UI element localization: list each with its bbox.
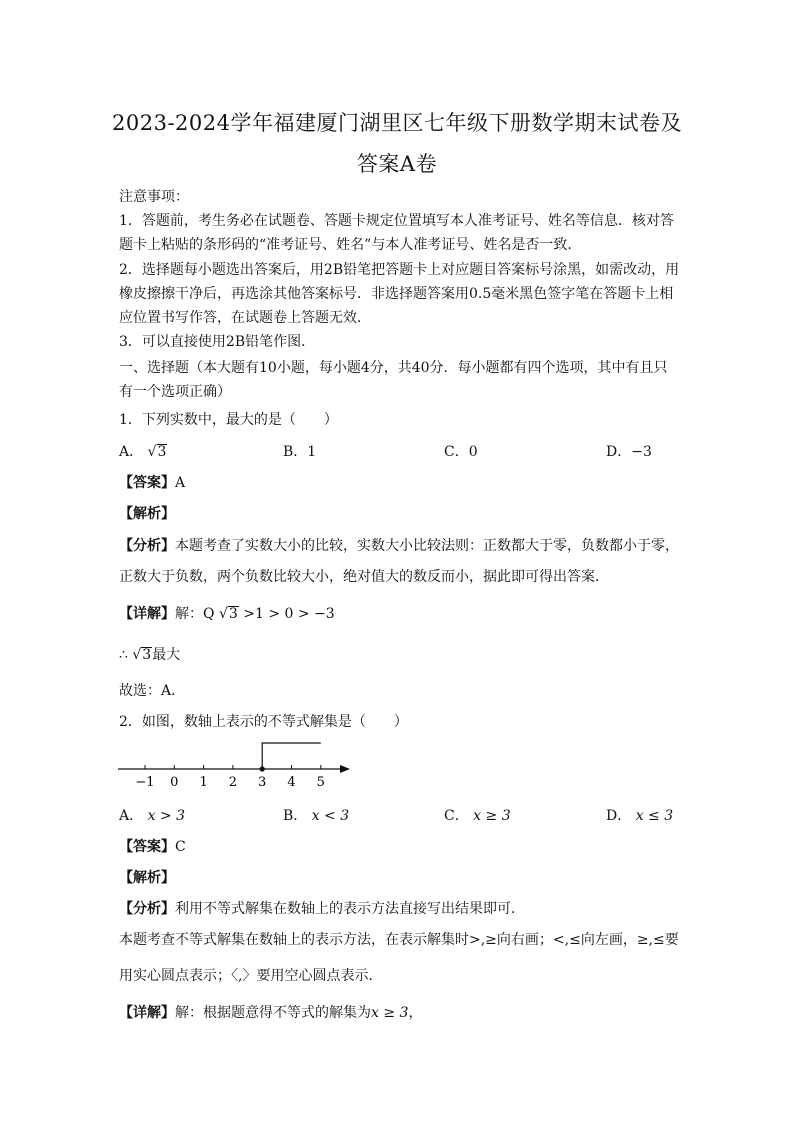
q1-option-a-radicand: 3 <box>157 444 167 460</box>
notice-line-4: 橡皮擦擦干净后，再选涂其他答案标号．非选择题答案用0.5毫米黑色签字笔在答题卡上相 <box>119 286 674 302</box>
radical-sign: √ <box>218 606 228 622</box>
axis-tick-label: 0 <box>170 775 179 790</box>
q2-option-b-label: B． <box>283 808 308 824</box>
q1-conclusion <box>119 644 180 664</box>
notice-line-1: 1．答题前，考生务必在试题卷、答题卡规定位置填写本人准考证号、姓名等信息．核对答 <box>119 213 674 229</box>
q1-detail-radicand: 3 <box>228 606 238 622</box>
q2-option-a-math: x > 3 <box>147 808 186 824</box>
q2-analysis-heading: 【解析】 <box>119 870 175 886</box>
axis-tick-labels <box>135 775 325 790</box>
axis-arrow-icon <box>340 765 350 773</box>
q2-answer-value: C <box>175 839 186 855</box>
q1-option-c: C．0 <box>444 444 478 460</box>
q1-option-d: D．−3 <box>606 444 652 460</box>
page-title-line2: 答案A卷 <box>356 152 438 176</box>
notice-line-6: 3．可以直接使用2B铅笔作图． <box>119 334 316 350</box>
q2-option-b <box>283 805 349 825</box>
axis-tick-label: 5 <box>316 775 325 790</box>
radical-sign: √ <box>132 647 142 663</box>
q2-stem: 2．如图，数轴上表示的不等式解集是（ ） <box>119 714 408 730</box>
axis-tick-label: 4 <box>287 775 296 790</box>
q2-detail-post: ， <box>408 1005 423 1021</box>
q2-detail-math: x ≥ 3 <box>371 1005 409 1021</box>
q1-answer-value: A <box>175 475 186 491</box>
q1-fenxi-text-1: 本题考查了实数大小的比较，实数大小比较法则：正数都大于零，负数都小于零， <box>175 538 679 554</box>
q1-stem: 1．下列实数中，最大的是（ ） <box>119 412 338 428</box>
q2-option-a <box>119 805 185 825</box>
solution-point-dot <box>260 766 265 771</box>
axis-tick-label: 3 <box>258 775 267 790</box>
q2-fenxi-tag: 【分析】 <box>119 901 175 917</box>
q1-conclusion-post: 最大 <box>152 647 181 663</box>
q1-detail-post: >1 > 0 > −3 <box>238 606 335 622</box>
q2-fenxi-text: 利用不等式解集在数轴上的表示方法直接写出结果即可． <box>175 901 525 917</box>
q1-fenxi-tag: 【分析】 <box>119 538 175 554</box>
q2-detail <box>119 1002 422 1022</box>
q1-conclusion-pre: ∴ <box>119 647 133 663</box>
q2-detail-pre: 解：根据题意得不等式的解集为 <box>175 1005 371 1021</box>
q1-option-a-label: A． <box>119 444 144 460</box>
notice-line-3: 2．选择题每小题选出答案后，用2B铅笔把答题卡上对应题目答案标号涂黑，如需改动，用 <box>119 262 680 278</box>
axis-tick-label: 2 <box>228 775 238 790</box>
section-heading-line-2: 有一个选项正确） <box>119 384 231 400</box>
q2-note-line-2: 用实心圆点表示；〈,〉要用空心圆点表示． <box>119 968 383 984</box>
q2-fenxi <box>119 898 525 918</box>
q1-option-b: B．1 <box>283 444 317 460</box>
q2-option-c-label: C． <box>444 808 469 824</box>
q1-detail-pre: 解：Q <box>175 606 219 622</box>
q2-answer-tag: 【答案】 <box>119 839 175 855</box>
section-heading-line-1: 一、选择题（本大题有10小题，每小题4分，共40分．每小题都有四个选项，其中有且只 <box>119 360 668 376</box>
q1-conclusion-radicand: 3 <box>142 647 152 663</box>
q2-option-c-math: x ≥ 3 <box>473 808 511 824</box>
q1-analysis-heading: 【解析】 <box>119 506 175 522</box>
q2-option-d-math: x ≤ 3 <box>635 808 674 824</box>
q1-answer <box>119 472 185 492</box>
q1-choice: 故选：A． <box>119 683 186 699</box>
q1-detail <box>119 603 335 623</box>
number-line-figure <box>112 733 362 793</box>
radical-sign: √ <box>147 444 157 460</box>
q2-option-d <box>606 805 673 825</box>
q2-note-line-1: 本题考查不等式解集在数轴上的表示方法，在表示解集时>,≥向右画；<,≤向左画，≥,≤要 <box>119 932 679 948</box>
q2-detail-tag: 【详解】 <box>119 1005 175 1021</box>
q1-fenxi-line-1 <box>119 535 679 555</box>
notice-heading: 注意事项： <box>119 189 189 205</box>
q1-detail-tag: 【详解】 <box>119 606 175 622</box>
q2-answer <box>119 836 186 856</box>
notice-line-5: 应位置书写作答，在试题卷上答题无效． <box>119 310 371 326</box>
q1-option-a <box>119 441 167 461</box>
q2-option-c <box>444 805 511 825</box>
page-title-line1: 2023-2024学年福建厦门湖里区七年级下册数学期末试卷及 <box>112 111 682 135</box>
axis-tick-label: 1 <box>199 775 208 790</box>
axis-tick-label: −1 <box>135 775 155 790</box>
q2-option-d-label: D． <box>606 808 632 824</box>
q1-answer-tag: 【答案】 <box>119 475 175 491</box>
q1-fenxi-line-2: 正数大于负数，两个负数比较大小，绝对值大的数反而小，据此即可得出答案． <box>119 569 609 585</box>
q2-option-a-label: A． <box>119 808 144 824</box>
q2-option-b-math: x < 3 <box>311 808 350 824</box>
notice-line-2: 题卡上粘贴的条形码的“准考证号、姓名”与本人准考证号、姓名是否一致． <box>119 237 582 253</box>
